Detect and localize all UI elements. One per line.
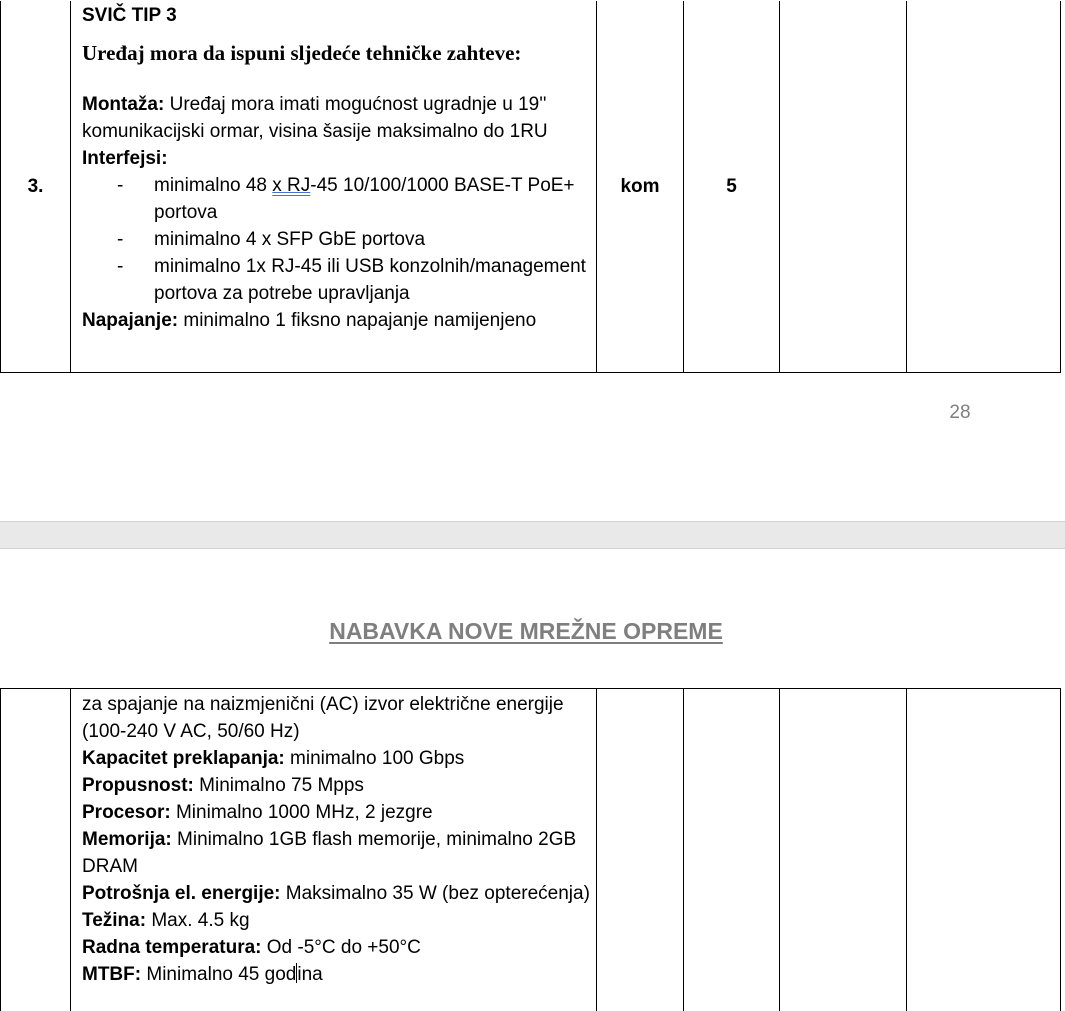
list-item-text: minimalno 48: [154, 175, 273, 196]
spec-label: Potrošnja el. energije:: [82, 883, 281, 904]
unit-price-cell[interactable]: [780, 1, 907, 373]
spec-mtbf: [82, 961, 596, 988]
unit-price-cell[interactable]: [780, 689, 907, 1011]
dash-bullet: -: [117, 229, 124, 250]
spec-label: MTBF:: [82, 964, 142, 985]
spec-value: Max. 4.5 kg: [146, 910, 250, 931]
list-item: [82, 253, 596, 307]
interfaces-list: [82, 172, 596, 307]
table-row: [1, 1, 1061, 373]
item-description-cell[interactable]: [71, 1, 597, 373]
document-header-title: NABAVKA NOVE MREŽNE OPREME: [329, 618, 723, 644]
spec-value: minimalno 1 fiksno napajanje namijenjeno: [178, 310, 537, 331]
spec-value: Od -5°C do +50°C: [261, 937, 421, 958]
spec-label: Napajanje:: [82, 310, 179, 331]
item-unit-cell[interactable]: [597, 689, 684, 1011]
spec-procesor: [82, 799, 596, 826]
spec-label: Procesor:: [82, 802, 171, 823]
spec-label: Interfejsi:: [82, 148, 168, 169]
spec-value: Minimalno 1GB flash memorije, minimalno 2GB DRAM: [82, 829, 577, 877]
list-item-text: -45 10/100/1000 BASE-T PoE+ portova: [154, 175, 575, 223]
specification-table-page-28: [0, 1, 1061, 373]
spec-potrosnja: [82, 880, 596, 907]
list-item: [82, 172, 596, 226]
item-description-cell[interactable]: [71, 689, 597, 1011]
item-unit-cell[interactable]: [597, 1, 684, 373]
spec-label: Montaža:: [82, 94, 165, 115]
list-item-text: minimalno 4 x SFP GbE portova: [154, 229, 426, 250]
page-number: 28: [949, 402, 971, 423]
item-quantity-cell[interactable]: [684, 689, 780, 1011]
spec-interfejsi: [82, 145, 596, 172]
item-title: SVIČ TIP 3: [82, 5, 177, 26]
spec-value: Minimalno 45 god: [141, 964, 297, 985]
table-row: [1, 689, 1061, 1011]
spec-label: Kapacitet preklapanja:: [82, 748, 285, 769]
item-number: 3.: [27, 176, 44, 197]
item-number-cell[interactable]: [1, 689, 71, 1011]
dash-bullet: -: [117, 175, 124, 196]
specification-table-page-29: [0, 688, 1061, 1011]
spec-montaza: [82, 91, 596, 145]
item-number-cell[interactable]: [1, 1, 71, 373]
spec-label: Radna temperatura:: [82, 937, 262, 958]
spec-napajanje-continued: za spajanje na naizmjenični (AC) izvor električne energije (100-240 V AC, 50/60 Hz): [82, 694, 564, 742]
spellcheck-underlined-text[interactable]: x RJ: [272, 175, 311, 196]
spec-value: Minimalno 75 Mpps: [193, 775, 364, 796]
spec-value: Uređaj mora imati mogućnost ugradnje u 19'' komunikacijski ormar, visina šasije maksimalno do 1RU: [82, 94, 548, 142]
list-item-text: minimalno 1x RJ-45 ili USB konzolnih/management portova za potrebe upravljanja: [154, 256, 586, 304]
item-quantity-cell[interactable]: [684, 1, 780, 373]
spec-label: Težina:: [82, 910, 147, 931]
item-unit: kom: [620, 176, 660, 197]
spec-tezina: [82, 907, 596, 934]
requirements-heading: Uređaj mora da ispuni sljedeće tehničke zahteve:: [82, 41, 522, 65]
spec-value: minimalno 100 Gbps: [284, 748, 465, 769]
spec-label: Memorija:: [82, 829, 172, 850]
page-separator: [0, 521, 1065, 549]
dash-bullet: -: [117, 256, 124, 277]
total-price-cell[interactable]: [907, 689, 1061, 1011]
spec-propusnost: [82, 772, 596, 799]
total-price-cell[interactable]: [907, 1, 1061, 373]
spec-memorija: [82, 826, 596, 880]
spec-value: Minimalno 1000 MHz, 2 jezgre: [170, 802, 433, 823]
spec-kapacitet: [82, 745, 596, 772]
spec-radna-temperatura: [82, 934, 596, 961]
spec-value: Maksimalno 35 W (bez opterećenja): [280, 883, 590, 904]
spec-value: ina: [297, 964, 323, 985]
list-item: [82, 226, 596, 253]
item-quantity: 5: [726, 176, 737, 197]
spec-label: Propusnost:: [82, 775, 194, 796]
spec-napajanje: [82, 307, 596, 334]
